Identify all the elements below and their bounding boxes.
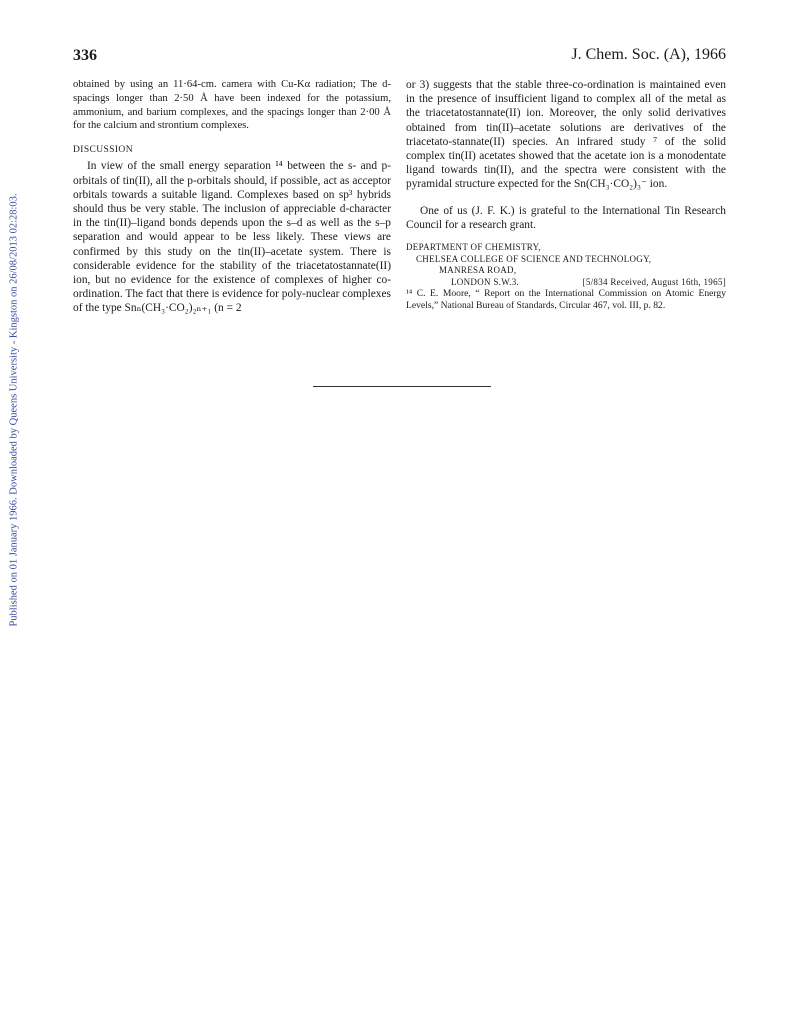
address-line: CHELSEA COLLEGE OF SCIENCE AND TECHNOLOGY,: [416, 253, 652, 264]
acknowledgement: One of us (J. F. K.) is grateful to the International Tin Research Council for a research grant.: [406, 204, 726, 231]
address-line: [406, 277, 726, 289]
right-column: [406, 78, 726, 312]
left-column: [73, 78, 391, 316]
received-date: [5/834 Received, August 16th, 1965]: [582, 276, 726, 287]
address-city: LONDON S.W.3.: [451, 276, 520, 287]
body-paragraph: In view of the small energy separation ¹⁴ between the s- and p-orbitals of tin(II), all the p-orbitals should, if possible, act as acceptor orbitals towards a suitable ligand. Complexes based on sp³ hybrids should thus be very stable. The inclusion of appreciable d-character in the tin(II)–ligand bonds depends upon the s–d as well as the s–p separation and would appear to be less likely. These views are confirmed by this study on the tin(II)–acetate system. There is considerable evidence for the stability of the triacetatostannate(II) ion, but no evidence for the existence of complexes of higher co-ordination. The fact that there is evidence for poly-nuclear complexes of the type Snₙ(CH₃·CO₂)₂ₙ₊₁ (n = 2: [73, 160, 391, 315]
address-line: DEPARTMENT OF CHEMISTRY,: [406, 242, 541, 253]
section-heading: DISCUSSION: [73, 145, 133, 156]
running-head: J. Chem. Soc. (A), 1966: [571, 46, 726, 63]
end-rule: [313, 386, 491, 387]
sidebar-text: Published on 01 January 1966. Downloaded by Queens University - Kingston on 26/08/2013 02:28:03.: [8, 193, 20, 627]
address-line: MANRESA ROAD,: [439, 265, 517, 276]
publication-sidebar: [7, 175, 21, 645]
author-address: [406, 242, 726, 288]
page-number: 336: [73, 47, 97, 64]
body-paragraph: or 3) suggests that the stable three-co-ordination is maintained even in the presence of insufficient ligand to complex all of the metal as the triacetatostannate(II) ion. Moreover, the only solid derivatives obtained from tin(II)–acetate solutions are derivatives of the triacetato-stannate(II) species. An infrared study ⁷ of the solid complex tin(II) acetates showed that the acetate ion is a monodentate ligand towards tin(II), and the spectra were consistent with the pyramidal structure expected for the Sn(CH₃·CO₂)₃⁻ ion.: [406, 79, 726, 191]
footnote: ¹⁴ C. E. Moore, “ Report on the International Commission on Atomic Energy Levels,” National Bureau of Standards, Circular 467, vol. III, p. 82.: [406, 288, 726, 312]
body-paragraph: obtained by using an 11·64-cm. camera with Cu-Kα radiation; The d-spacings longer than 2·50 Å have been indexed for the potassium, ammonium, and barium complexes, and the spacings longer than 2·00 Å for the calcium and strontium complexes.: [73, 79, 391, 132]
